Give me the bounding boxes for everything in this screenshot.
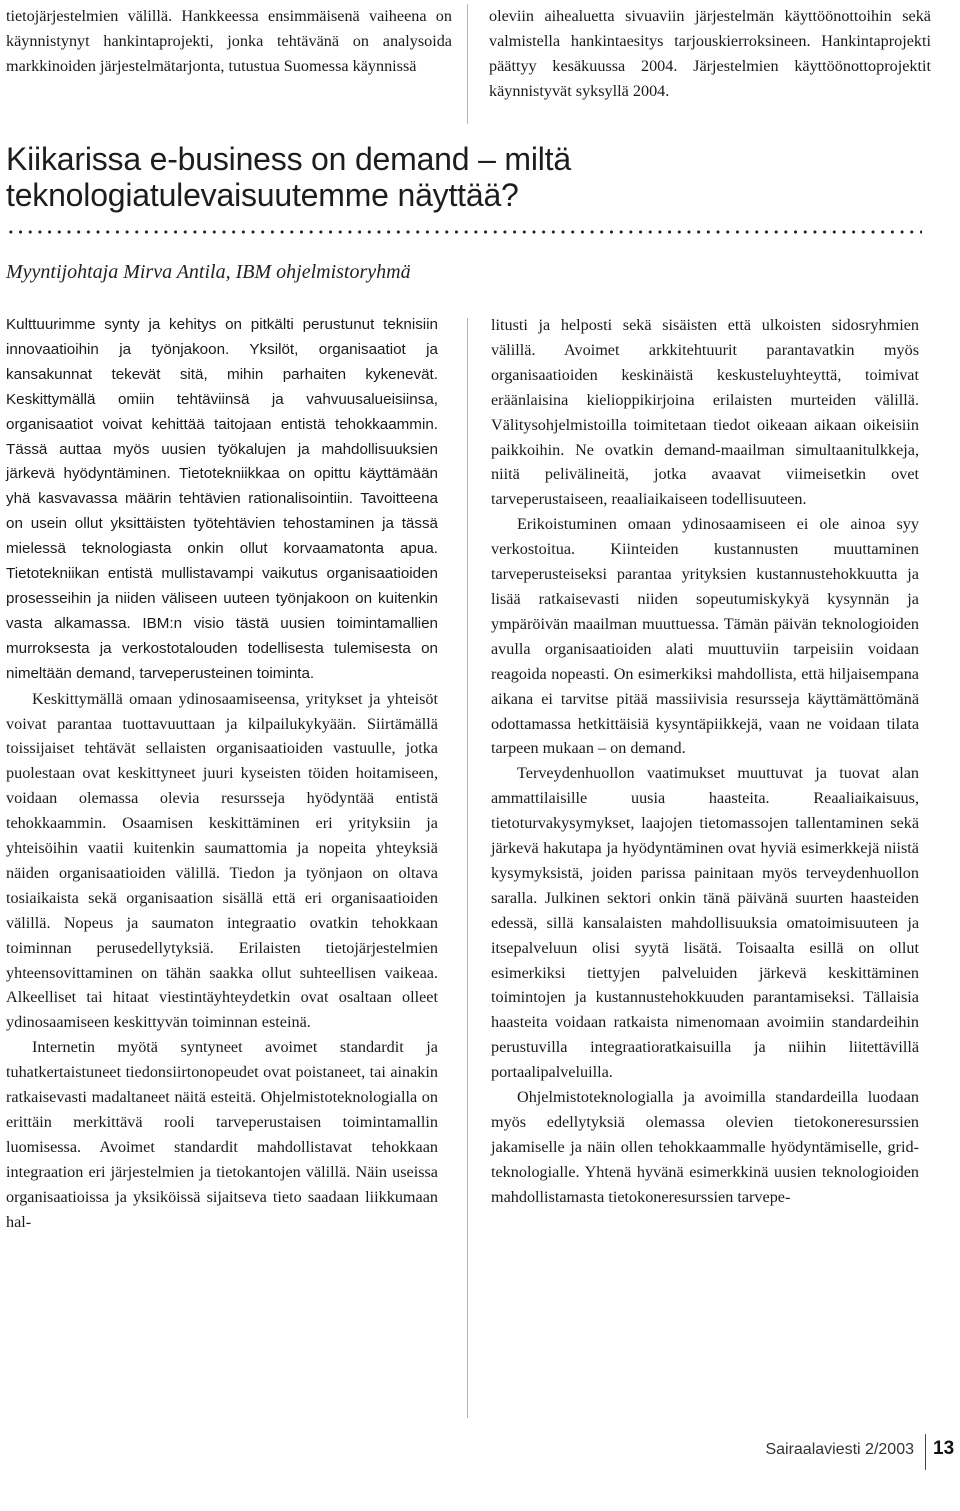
continued-text-left [6,4,452,79]
page-number: 13 [933,1438,955,1459]
right-paragraph-1: litusti ja helposti sekä sisäisten että ulkoisten sidosryhmien välillä. Avoimet arkkitehtuurit parantavatkin myös organisaatioiden keskinäistä keskusteluyhteyttä, toimivat eräänlaisina kielioppikirjoina erilaisten murteiden välillä. Välitysohjelmistoilla toimitetaan tiedot oikeaan aikaan oikeisiin paikkoihin. Ne ovatkin demand-maailman simultaanitulkkeja, niitä pelivälineitä, jotka avaavat viimeisetkin ovet tarveperustaiseen, reaaliaikaiseen todellisuuteen. [491,316,919,509]
continued-paragraph-left: tietojärjestelmien välillä. Hankkeessa ensimmäisenä vaiheena on käynnistynyt hankintaprojekti, jonka tehtävänä on analysoida markkinoiden järjestelmätarjonta, tutustua Suomessa käynnissä [6,7,452,75]
continued-paragraph-right: oleviin aihealuetta sivuaviin järjestelmän käyttöönottoihin sekä valmistella hankintaesitys tarjouskierroksineen. Hankintaprojekti päättyy kesäkuussa 2004. Järjestelmien käyttöönottoprojektit käynnistyvät syksyllä 2004. [489,7,931,100]
right-paragraph-4: Ohjelmistoteknologialla ja avoimilla standardeilla luodaan myös edellytyksiä olemassa olevien tietokoneresurssien jakamiselle ja näin ollen tehokkaammalle hyödyntämiselle, grid-teknologialle. Yhtenä hyvänä esimerkkinä uusien teknologioiden mahdollistamasta tietokoneresurssien tarvepe- [491,1088,919,1206]
column-divider-body [467,318,468,1418]
right-paragraph-2: Erikoistuminen omaan ydinosaamiseen ei ole ainoa syy verkostoitua. Kiinteiden kustannusten muuttaminen tarveperusteiseksi parantaa yrityksien kustannustehokkuutta ja lisää ratkaisevasti niiden sopeutumiskykyä kysynnän ja ympäröivän maailman muuttuessa. Tämän päivän teknologioiden avulla organisaatioiden alati muuttuviin tarpeisiin voidaan reagoida nopeasti. On esimerkiksi mahdollista, että hiljaisempana aikana ei tarvitse pitää massiivisia resursseja käyttämättömänä odottamassa hetkittäisiä kysyntäpiikkejä, vaan ne voidaan tilata tarpeen mukaan – on demand. [491,515,919,758]
right-paragraph-3: Terveydenhuollon vaatimukset muuttuvat ja tuovat alan ammattilaisille uusia haasteita. Reaaliaikaisuus, tietoturvakysymykset, laajojen tietomassojen tallentaminen sekä järkevä hakutapa ja hyödyntäminen ovat hyviä esimerkkejä niistä kysymyksistä, joiden parissa painitaan myös terveydenhuollon saralla. Julkinen sektori onkin tänä päivänä suurten haasteiden edessä, sillä kansalaisten mahdollisuuksia omatoimisuuteen ja itsepalveluun olisi syytä lisätä. Toisaalta esillä on ollut esimerkiksi tiettyjen palveluiden järkevä keskittäminen toimintojen ja kustannustehokkuuden parantamiseksi. Tällaisia haasteita voidaan ratkaista nimenomaan avoimiin standardeihin perustuvilla integraatioratkaisuilla ja niihin liitettävillä portaalipalveluilla. [491,764,919,1082]
dotted-separator [6,229,922,235]
publication-name: Sairaalaviesti 2/2003 [765,1441,914,1458]
article-title: Kiikarissa e-business on demand – miltä teknologiatulevaisuutemme näyttää? [6,141,571,213]
left-paragraph-2: Keskittymällä omaan ydinosaamiseensa, yritykset ja yhteisöt voivat parantaa tuottavuuttaan ja kilpailukykyään. Siirtämällä toissijaiset tehtävät sellaisten organisaatioiden vastuulle, jotka puolestaan ovat keskittyneet juuri kyseisten töiden hoitamiseen, voidaan olemassa olevia resursseja hyödyntää entistä tehokkaammin. Osaamisen keskittäminen eri yrityksiin ja yhteisöihin vaatii kuitenkin saumattomia ja nopeita yhteyksiä näiden organisaatioiden välillä. Tiedon ja työnjaon on oltava tosiaikaista sekä organisaation sisällä että eri organisaatioiden välillä. Nopeus ja saumaton integraatio ovatkin tehokkaan toiminnan perusedellytyksiä. Erilaisten tietojärjestelmien yhteensovittaminen on tähän saakka ollut suhteellisen vaikeaa. Alkeelliset tai hitaat viestintäyhteydetkin ovat osaltaan olleet ydinosaamiseen keskittyvän toiminnan esteinä. [6,689,438,1032]
continued-text-right [489,4,931,104]
left-paragraph-1: Kulttuurimme synty ja kehitys on pitkälti perustunut teknisiin innovaatioihin ja työnjakoon. Yksilöt, organisaatiot ja kansakunnat tekevät sitä, mihin parhaiten kykenevät. Keskittymällä omiin tehtäviinsä ja vahvuusalueisiinsa, organisaatiot voivat kehittää taitojaan entistä tehokkaammin. Tässä auttaa myös uusien työkalujen ja mahdollisuuksien järkevä hyödyntäminen. Tietotekniikkaa on opittu käyttämään yhä kasvavassa määrin tehtävien rationalisointiin. Tavoitteena on usein ollut yksittäisten työtehtävien tehostaminen ja tässä mielessä teknologiasta onkin ollut korvaamatonta apua. Tietotekniikan entistä mullistavampi vaikutus organisaatioiden prosesseihin ja niiden väliseen uuteen työnjakoon on kuitenkin vasta alkamassa. IBM:n visio tästä uusien toimintamallien murroksesta ja verkostotalouden todellisesta tulemisesta on nimeltään demand, tarveperusteinen toiminta. [6,316,438,682]
article-column-left [6,313,438,1235]
column-divider-top [467,4,468,124]
left-paragraph-3: Internetin myötä syntyneet avoimet standardit ja tuhatkertaistuneet tiedonsiirtonopeudet ovat poistaneet, tai ainakin ratkaisevasti madaltaneet näitä esteitä. Ohjelmistoteknologialla on erittäin merkittävä rooli tarveperustaisen toimintamallin luomisessa. Avoimet standardit mahdollistavat tehokkaan integraation eri järjestelmien ja tietokantojen välillä. Näin useissa organisaatioissa ja yksiköissä sijaitseva tieto saadaan liikkumaan hal- [6,1038,438,1231]
article-byline: Myyntijohtaja Mirva Antila, IBM ohjelmistoryhmä [6,261,411,283]
footer-divider [925,1434,926,1470]
article-column-right [491,313,919,1210]
